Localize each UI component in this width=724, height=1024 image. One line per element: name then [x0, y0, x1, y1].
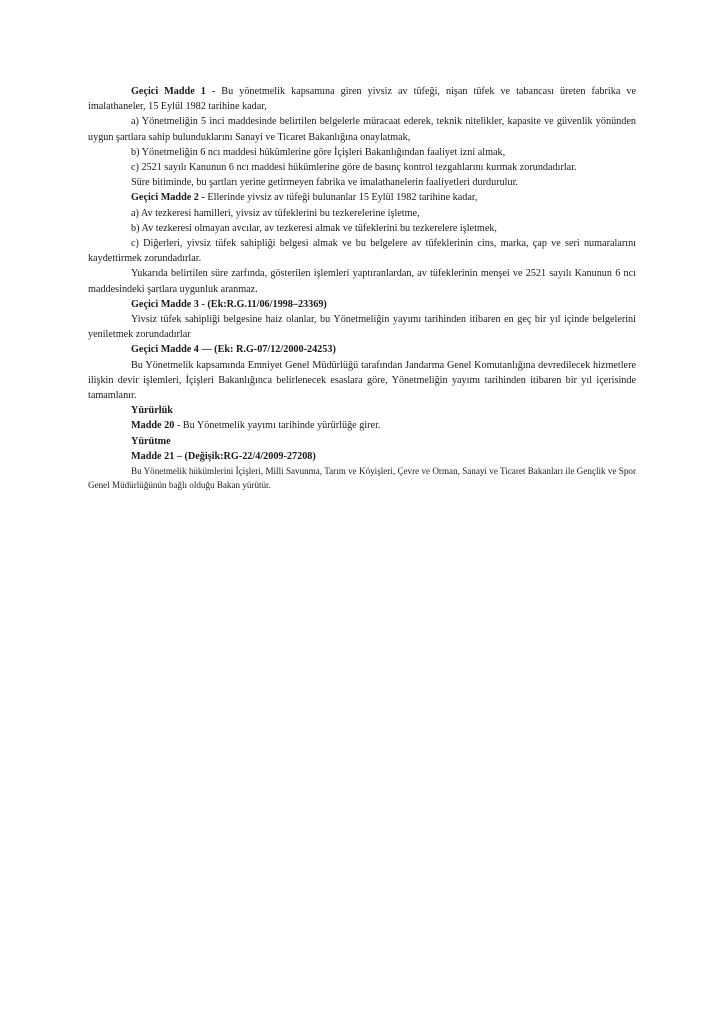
madde-20-body: Madde 20 - Bu Yönetmelik yayımı tarihinde yürürlüğe girer. — [131, 420, 381, 432]
madde-21-heading: Madde 21 – (Değişik:RG-22/4/2009-27208) — [131, 450, 316, 462]
gecici-madde-4-heading: Geçici Madde 4 — (Ek: R.G-07/12/2000-24253) — [131, 344, 336, 356]
gecici-madde-2-title: Geçici Madde 2 - — [131, 192, 205, 204]
gecici-madde-4-body: Bu Yönetmelik kapsamında Emniyet Genel Müdürlüğü tarafından Jandarma Genel Komutanlığına devredilecek hizmetlere ilişkin devir işlemleri, İçişleri Bakanlığınca belirlenecek esaslara göre, Yönetmeliğin yayımı tarihinden itibaren bir yıl içerisinde tamamlanır. — [88, 359, 636, 402]
document-page — [88, 84, 636, 492]
gecici-madde-3-heading: Geçici Madde 3 - (Ek:R.G.11/06/1998–23369) — [131, 298, 327, 310]
gecici-madde-2-item-b: b) Av tezkeresi olmayan avcılar, av tezkeresi almak ve tüfeklerini bu tezkerelere işletmek, — [131, 222, 497, 234]
madde-21-body: Bu Yönetmelik hükümlerini İçişleri, Milli Savunma, Tarım ve Köyişleri, Çevre ve Orman, Sanayi ve Ticaret Bakanları ile Gençlik ve Spor Genel Müdürlüğünün bağlı olduğu Bakan yürütür. — [88, 466, 636, 491]
gecici-madde-1-item-a: a) Yönetmeliğin 5 inci maddesinde belirtilen belgelerle müracaat ederek, teknik nitelikler, kapasite ve güvenlik yönünden uygun şartlara sahip bulunduklarını Sanayi ve Ticaret Bakanlığına onaylatmak, — [88, 116, 636, 143]
gecici-madde-2-item-a: a) Av tezkeresi hamilleri, yivsiz av tüfeklerini bu tezkerelerine işletme, — [131, 207, 420, 219]
yururluk-heading: Yürürlük — [131, 405, 173, 417]
gecici-madde-1-item-c: c) 2521 sayılı Kanunun 6 ncı maddesi hükümlerine göre de basınç kontrol tezgahlarını kurmak zorundadırlar. — [131, 162, 577, 174]
yurutme-heading: Yürütme — [131, 435, 171, 447]
gecici-madde-2-intro: Geçici Madde 2 - Ellerinde yivsiz av tüfeği bulunanlar 15 Eylül 1982 tarihine kadar, — [131, 192, 478, 204]
gecici-madde-2-closing: Yukarıda belirtilen süre zarfında, gösterilen işlemleri yaptıranlardan, av tüfeklerinin menşei ve 2521 sayılı Kanunun 6 ncı maddesindeki şartlara uygunluk aranmaz. — [88, 268, 636, 295]
madde-20-title: Madde 20 — [131, 420, 175, 432]
gecici-madde-3-body: Yivsiz tüfek sahipliği belgesine haiz olanlar, bu Yönetmeliğin yayımı tarihinden itibaren en geç bir yıl içinde belgelerini yeniletmek zorundadırlar — [88, 314, 636, 341]
gecici-madde-1-item-b: b) Yönetmeliğin 6 ncı maddesi hükümlerine göre İçişleri Bakanlığından faaliyet izni almak, — [131, 146, 506, 158]
gecici-madde-1-intro: Geçici Madde 1 - Bu yönetmelik kapsamına giren yivsiz av tüfeği, nişan tüfek ve tabancası üreten fabrika ve imalathaneler, 15 Eylül 1982 tarihine kadar, — [88, 86, 636, 113]
gecici-madde-1-closing: Süre bitiminde, bu şartları yerine getirmeyen fabrika ve imalathanelerin faaliyetleri durdurulur. — [131, 177, 518, 189]
gecici-madde-2-item-c: c) Diğerleri, yivsiz tüfek sahipliği belgesi almak ve bu belgelere av tüfeklerinin cins, marka, çap ve seri numaralarını kaydettirmek zorundadırlar. — [88, 238, 636, 265]
gecici-madde-1-title: Geçici Madde 1 - — [131, 86, 216, 97]
